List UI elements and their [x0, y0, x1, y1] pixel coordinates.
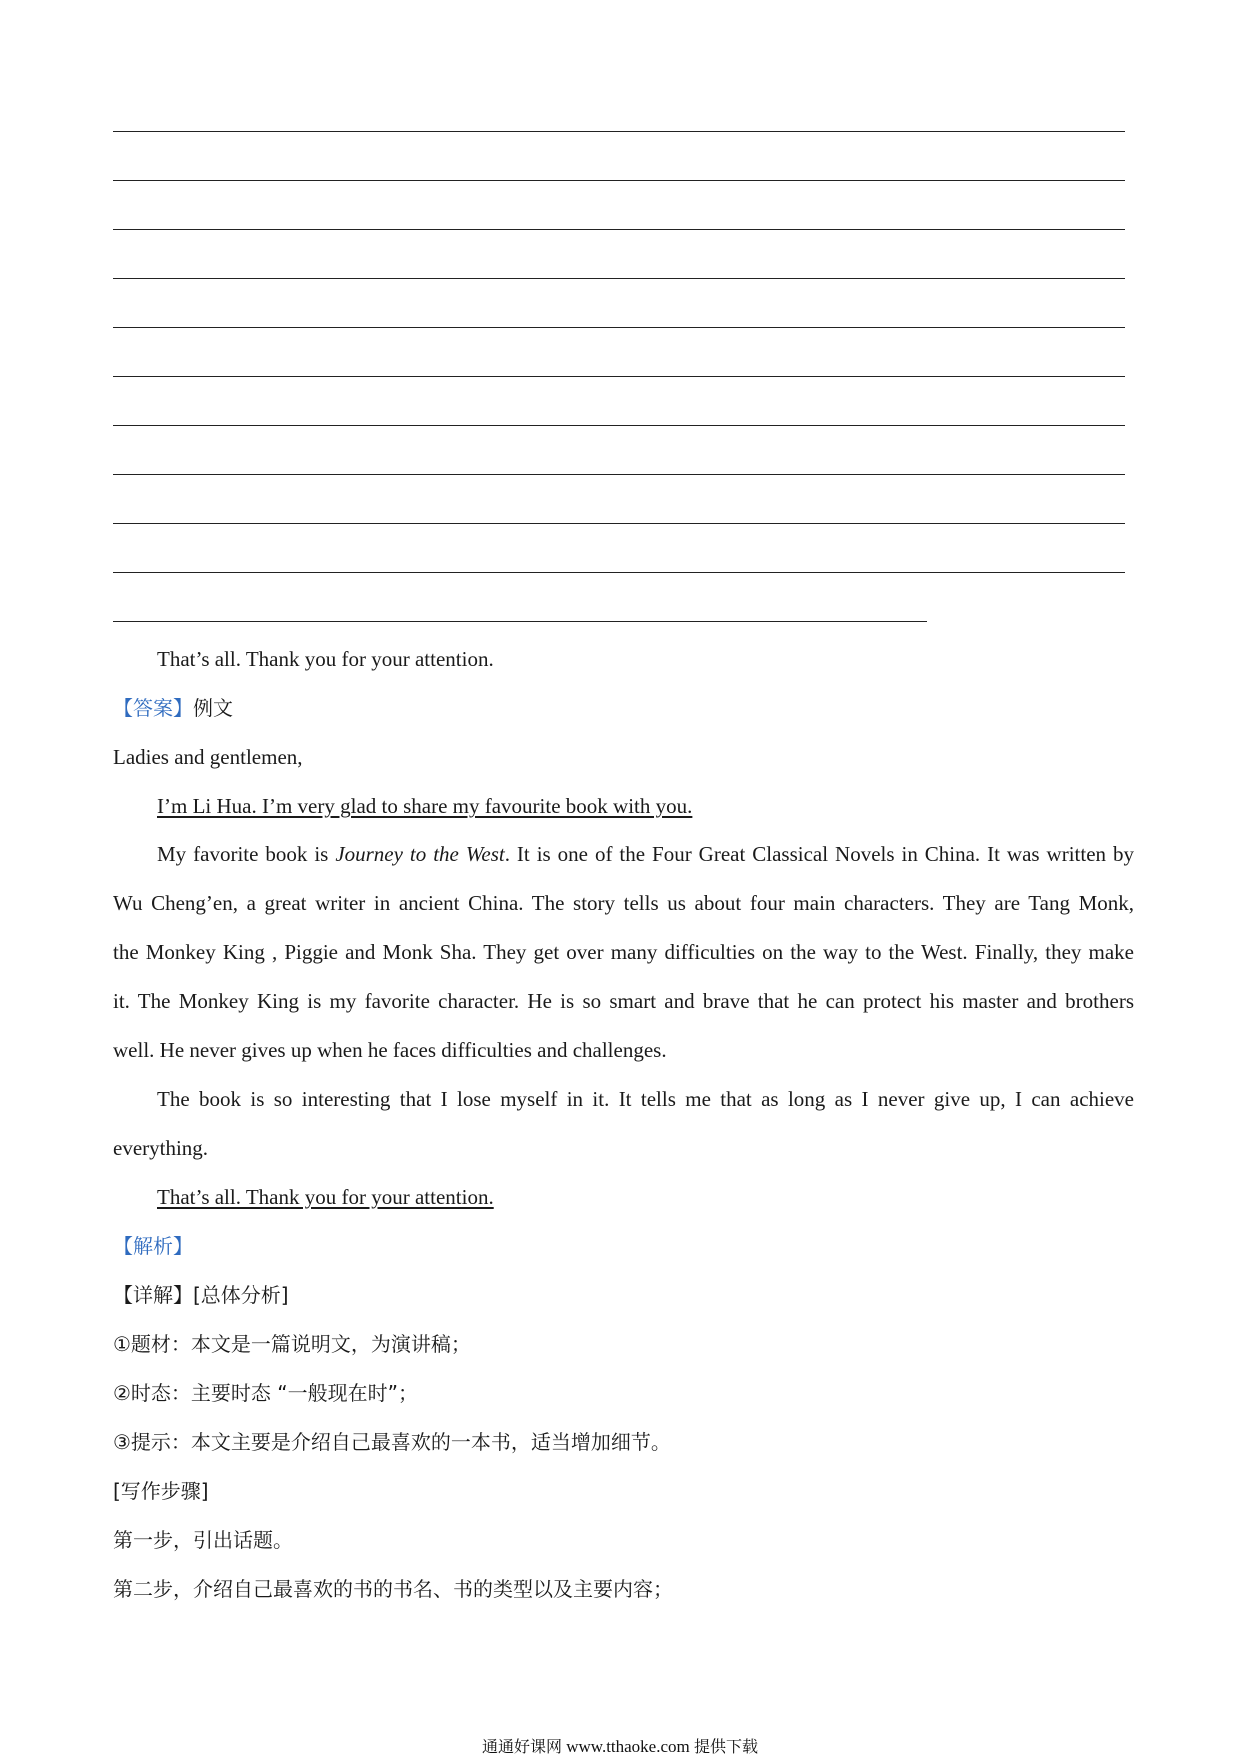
answer-line [113, 278, 1125, 279]
answer-line [113, 474, 1125, 475]
essay-paragraph-2-line-2: everything. [113, 1136, 209, 1160]
answer-line-last [113, 621, 927, 622]
answer-line [113, 229, 1125, 230]
detail-text: [总体分析] [193, 1283, 289, 1307]
detail-heading [113, 1281, 289, 1309]
footer-url[interactable]: www.tthaoke.com [566, 1737, 690, 1756]
analysis-item-3: ③提示：本文主要是介绍自己最喜欢的一本书，适当增加细节。 [113, 1430, 671, 1454]
answer-label: 【答案】 [113, 696, 193, 720]
answer-line [113, 327, 1125, 328]
steps-heading: [写作步骤] [113, 1479, 209, 1503]
essay-paragraph-1-line-2: Wu Cheng’en, a great writer in ancient China. The story tells us about four main characters. They are Tang Monk, [113, 891, 1134, 915]
answer-line [113, 376, 1125, 377]
essay-paragraph-1-line-3: the Monkey King , Piggie and Monk Sha. They get over many difficulties on the way to the West. Finally, they make [113, 940, 1134, 964]
essay-text: . It is one of the Four Great Classical Novels in China. It was written by [504, 842, 1134, 866]
page-footer [0, 1737, 1240, 1757]
answer-line [113, 523, 1125, 524]
essay-paragraph-1-line-1 [157, 840, 1134, 868]
answer-line [113, 572, 1125, 573]
essay-paragraph-1-line-4: it. The Monkey King is my favorite character. He is so smart and brave that he can protect his master and brothers [113, 989, 1134, 1013]
footer-site-name: 通通好课网 [481, 1737, 562, 1756]
step-2: 第二步，介绍自己最喜欢的书的书名、书的类型以及主要内容； [113, 1577, 673, 1601]
step-1: 第一步，引出话题。 [113, 1528, 293, 1552]
analysis-label: 【解析】 [113, 1234, 193, 1258]
essay-intro: I’m Li Hua. I’m very glad to share my favourite book with you. [157, 794, 693, 818]
analysis-item-1: ①题材：本文是一篇说明文，为演讲稿； [113, 1332, 471, 1356]
answer-heading [113, 694, 233, 722]
answer-text: 例文 [193, 696, 233, 720]
essay-paragraph-2-line-1: The book is so interesting that I lose myself in it. It tells me that as long as I never give up, I can achieve [157, 1087, 1134, 1111]
answer-lines [0, 0, 1240, 640]
detail-label: 【详解】 [113, 1283, 193, 1307]
book-title: Journey to the West [335, 842, 505, 866]
essay-closing: That’s all. Thank you for your attention. [157, 1185, 494, 1209]
answer-line [113, 180, 1125, 181]
answer-line [113, 425, 1125, 426]
analysis-item-2: ②时态：主要时态 “一般现在时”； [113, 1381, 419, 1405]
essay-paragraph-1-line-5: well. He never gives up when he faces difficulties and challenges. [113, 1038, 667, 1062]
footer-note: 提供下载 [694, 1737, 759, 1756]
essay-greeting: Ladies and gentlemen, [113, 745, 303, 769]
closing-prompt: That’s all. Thank you for your attention. [157, 647, 494, 671]
answer-line [113, 131, 1125, 132]
essay-text: My favorite book is [157, 842, 336, 866]
